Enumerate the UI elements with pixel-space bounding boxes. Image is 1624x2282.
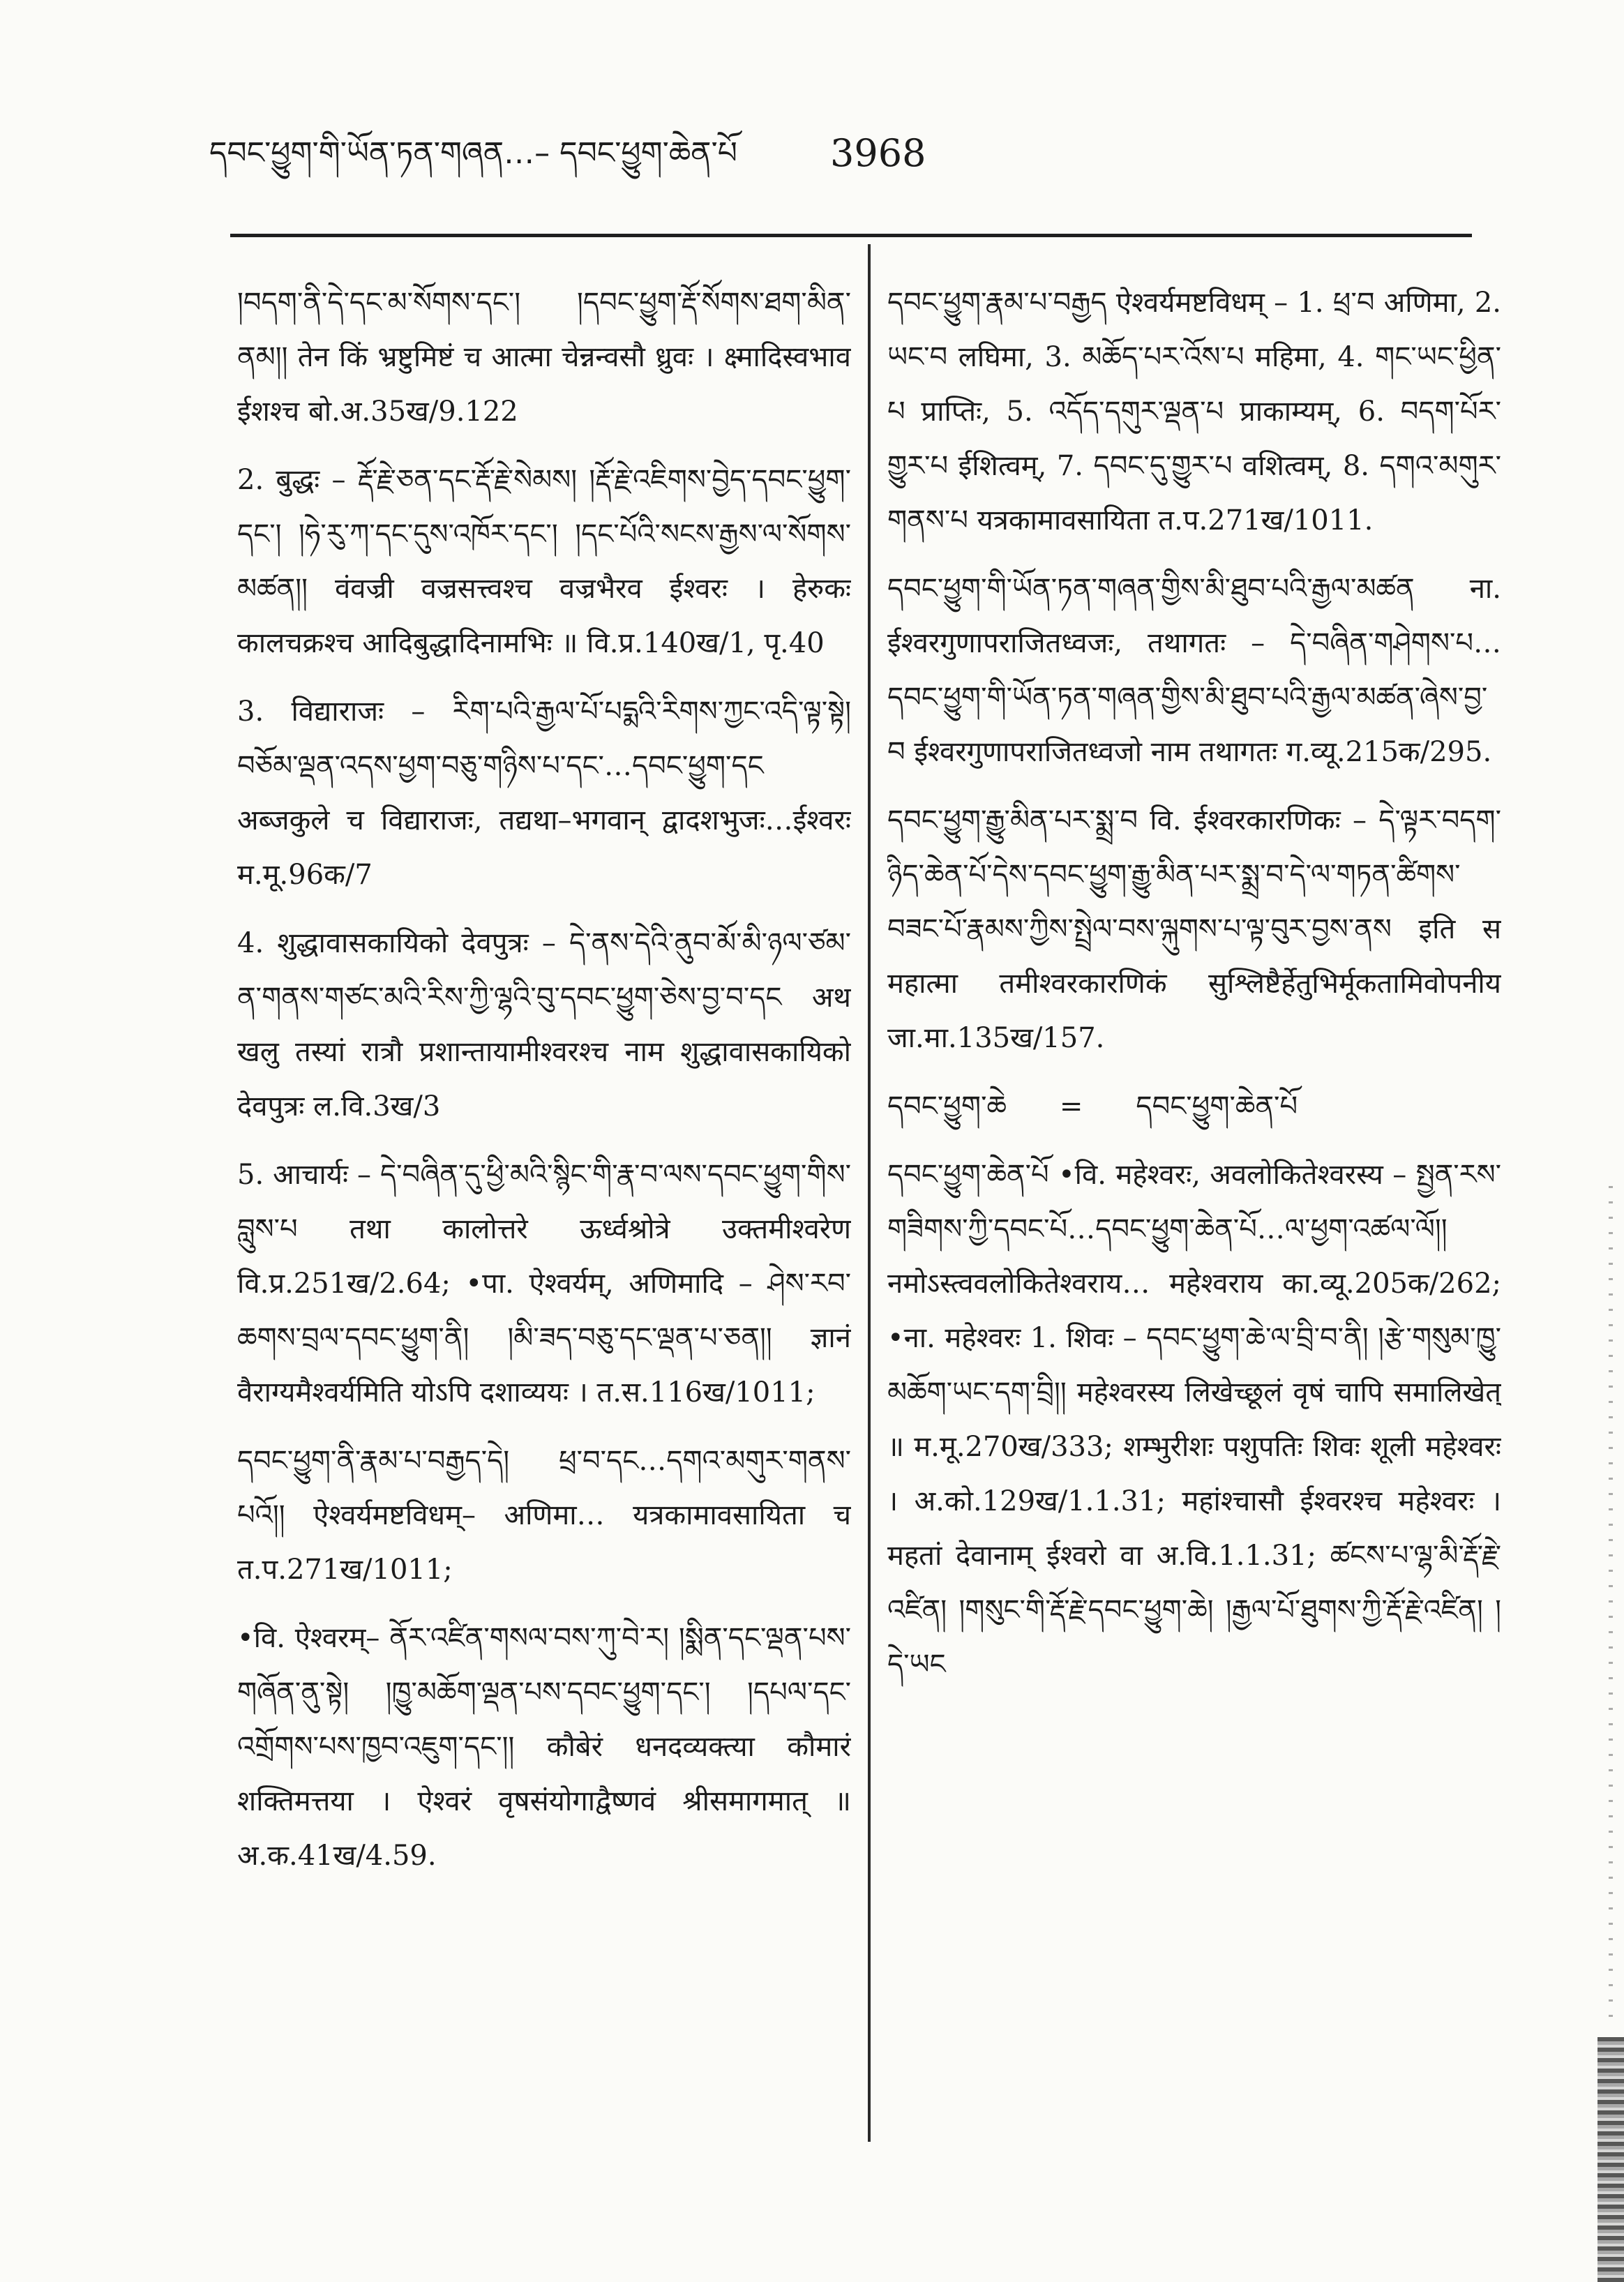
entry-paragraph: 3. विद्याराजः – རིག་པའི་རྒྱལ་པོ་པདྨའི་རིགས་ཀྱང་འདི་ལྟ་སྟེ། བཅོམ་ལྡན་འདས་ཕྱག་བཅུ་གཉིས་པ་དང་…དབང་ཕྱུག་དང अब्जकुले च विद्याराजः, तद्यथा–भगवान् द्वादशभुजः…ईश्वरः म.मू.96क/7 — [237, 696, 851, 891]
entry-paragraph: 4. शुद्धावासकायिको देवपुत्रः – དེ་ནས་དེའི་ནུབ་མོ་མི་ཉལ་ཙམ་ན་གནས་གཙང་མའི་རིས་ཀྱི་ལྷའི་བུ་དབང་ཕྱུག་ཅེས་བྱ་བ་དང अथ खलु तस्यां रात्रौ प्रशान्तायामीश्वरश्च नाम शुद्धावासकायिको देवपुत्रः ल.वि.3ख/3 — [237, 927, 851, 1123]
page-edge-shadow — [1597, 2037, 1624, 2282]
entry-paragraph: དབང་ཕྱུག་རྒྱུ་མིན་པར་སྨྲ་བ वि. ईश्वरकारणिकः – དེ་ལྟར་བདག་ཉིད་ཆེན་པོ་དེས་དབང་ཕྱུག་རྒྱུ་མིན་པར་སྨྲ་བ་དེ་ལ་གཏན་ཚིགས་བཟང་པོ་རྣམས་ཀྱིས་སྤྲེལ་བས་ལྐུགས་པ་ལྟ་བུར་བྱས་ནས इति स महात्मा तमीश्वरकारणिकं सुश्लिष्टैर्हेतुभिर्मूकतामिवोपनीय जा.मा.135ख/157. — [887, 804, 1501, 1054]
running-header — [209, 119, 926, 195]
entry-paragraph: •वि. ऐश्वरम्– ནོར་འཛིན་གསལ་བས་ཀུ་བེ་ར། །སྨིན་དང་ལྡན་པས་གཞོན་ནུ་སྟེ། །ཁྱུ་མཆོག་ལྡན་པས་དབང་ཕྱུག་དང་། །དཔལ་དང་འགྲོགས་པས་ཁྱབ་འཇུག་དང་།། कौबेरं धनदव्यक्त्या कौमारं शक्तिमत्तया । ऐश्वरं वृषसंयोगाद्वैष्णवं श्रीसमागमात् ॥ अ.क.41ख/4.59. — [237, 1622, 851, 1872]
cross-reference-term: དབང་ཕྱུག་ཆེ — [887, 1090, 1007, 1123]
header-title: དབང་ཕྱུག་གི་ཡོན་ཏན་གཞན…– དབང་ཕྱུག་ཆེན་པོ — [209, 135, 737, 171]
column-divider — [868, 244, 871, 2142]
entry-paragraph: དབང་ཕྱུག་གི་ཡོན་ཏན་གཞན་གྱིས་མི་ཐུབ་པའི་རྒྱལ་མཚན ना. ईश्वरगुणापराजितध्वजः, तथागतः – དེ་བཞིན་གཤེགས་པ…དབང་ཕྱུག་གི་ཡོན་ཏན་གཞན་གྱིས་མི་ཐུབ་པའི་རྒྱལ་མཚན་ཞེས་བྱ་བ ईश्वरगुणापराजितध्वजो नाम तथागतः ग.व्यू.215क/295. — [887, 573, 1501, 768]
cross-reference — [887, 1079, 1501, 1134]
entry-paragraph: །བདག་ནི་དེ་དང་མ་སོགས་དང་། །དབང་ཕྱུག་རྡོ་སོགས་ཐག་མིན་ནམ།། तेन किं भ्रष्टुमिष्टं च आत्मा चेन्नन्वसौ ध्रुवः । क्ष्मादिस्वभाव ईशश्च बो.अ.35ख/9.122 — [237, 287, 851, 428]
entry-paragraph: དབང་ཕྱུག་ཆེན་པོ •वि. महेश्वरः, अवलोकितेश्वरस्य – སྤྱན་རས་གཟིགས་ཀྱི་དབང་པོ…དབང་ཕྱུག་ཆེན་པོ…ལ་ཕྱག་འཚལ་ལོ།། नमोऽस्त्ववलोकितेश्वराय… महेश्वराय का.व्यू.205क/262; •ना. महेश्वरः 1. शिवः – དབང་ཕྱུག་ཆེ་ལ་བྲི་བ་ནི། །རྩེ་གསུམ་ཁྱུ་མཆོག་ཡང་དག་བྲི།། महेश्वरस्य लिखेच्छूलं वृषं चापि समालिखेत् ॥ म.मू.270ख/333; शम्भुरीशः पशुपतिः शिवः शूली महेश्वरः । अ.को.129ख/1.1.31; महांश्चासौ ईश्वरश्च महेश्वरः । महतां देवानाम् ईश्वरो वा अ.वि.1.1.31; ཚངས་པ་ལྷ་མི་རྡོ་རྗེ་འཛིན། །གསུང་གི་རྡོ་རྗེ་དབང་ཕྱུག་ཆེ། །རྒྱལ་པོ་ཐུགས་ཀྱི་རྡོ་རྗེ་འཛིན། །དེ་ཡང — [887, 1159, 1501, 1681]
page-number: 3968 — [830, 131, 926, 175]
entry-paragraph: 5. आचार्यः – དེ་བཞིན་དུ་ཕྱི་མའི་སྙིང་གི་རྣ་བ་ལས་དབང་ཕྱུག་གིས་བླུས་པ तथा कालोत्तरे ऊर्ध्वश्रोत्रे उक्तमीश्वरेण वि.प्र.251ख/2.64; •पा. ऐश्वर्यम्, अणिमादि – ཤེས་རབ་ཆགས་བྲལ་དབང་ཕྱུག་ནི། །མི་ཟད་བཅུ་དང་ལྡན་པ་ཅན།། ज्ञानं वैराग्यमैश्वर्यमिति योऽपि दशाव्ययः । त.स.116ख/1011; — [237, 1159, 851, 1409]
left-column — [237, 276, 851, 2159]
entry-paragraph: དབང་ཕྱུག་ནི་རྣམ་པ་བརྒྱད་དེ། ཕྲ་བ་དང…དགའ་མགུར་གནས་པའོ།། ऐश्वर्यमष्टविधम्– अणिमा… यत्रकामावसायिता च त.प.271ख/1011; — [237, 1445, 851, 1586]
right-column — [887, 276, 1501, 2159]
entry-paragraph: དབང་ཕྱུག་རྣམ་པ་བརྒྱད ऐश्वर्यमष्टविधम् – 1. ཕྲ་བ अणिमा, 2. ཡང་བ लघिमा, 3. མཆོད་པར་འོས་པ महिमा, 4. གང་ཡང་ཕྱིན་པ प्राप्तिः, 5. འདོད་དགུར་ལྡན་པ प्राकाम्यम्, 6. བདག་པོར་གྱུར་པ ईशित्वम्, 7. དབང་དུ་གྱུར་པ वशित्वम्, 8. དགའ་མགུར་གནས་པ यत्रकामावसायिता त.प.271ख/1011. — [887, 287, 1501, 536]
page-edge-marks — [1609, 1186, 1613, 2023]
entry-paragraph: 2. बुद्धः – རྡོ་རྗེ་ཅན་དང་རྡོ་རྗེ་སེམས། །རྡོ་རྗེ་འཇིགས་བྱེད་དབང་ཕྱུག་དང་། །ཧེ་རུ་ཀ་དང་དུས་འཁོར་དང་། །དང་པོའི་སངས་རྒྱས་ལ་སོགས་མཚན།། वंवज्री वज्रसत्त्वश्च वज्रभैरव ईश्वरः । हेरुकः कालचक्रश्च आदिबुद्धादिनामभिः ॥ वि.प्र.140ख/1, पृ.40 — [237, 464, 851, 659]
cross-reference-target: དབང་ཕྱུག་ཆེན་པོ — [1136, 1090, 1298, 1123]
header-rule — [230, 234, 1472, 237]
cross-reference-sign: = — [1059, 1090, 1083, 1123]
